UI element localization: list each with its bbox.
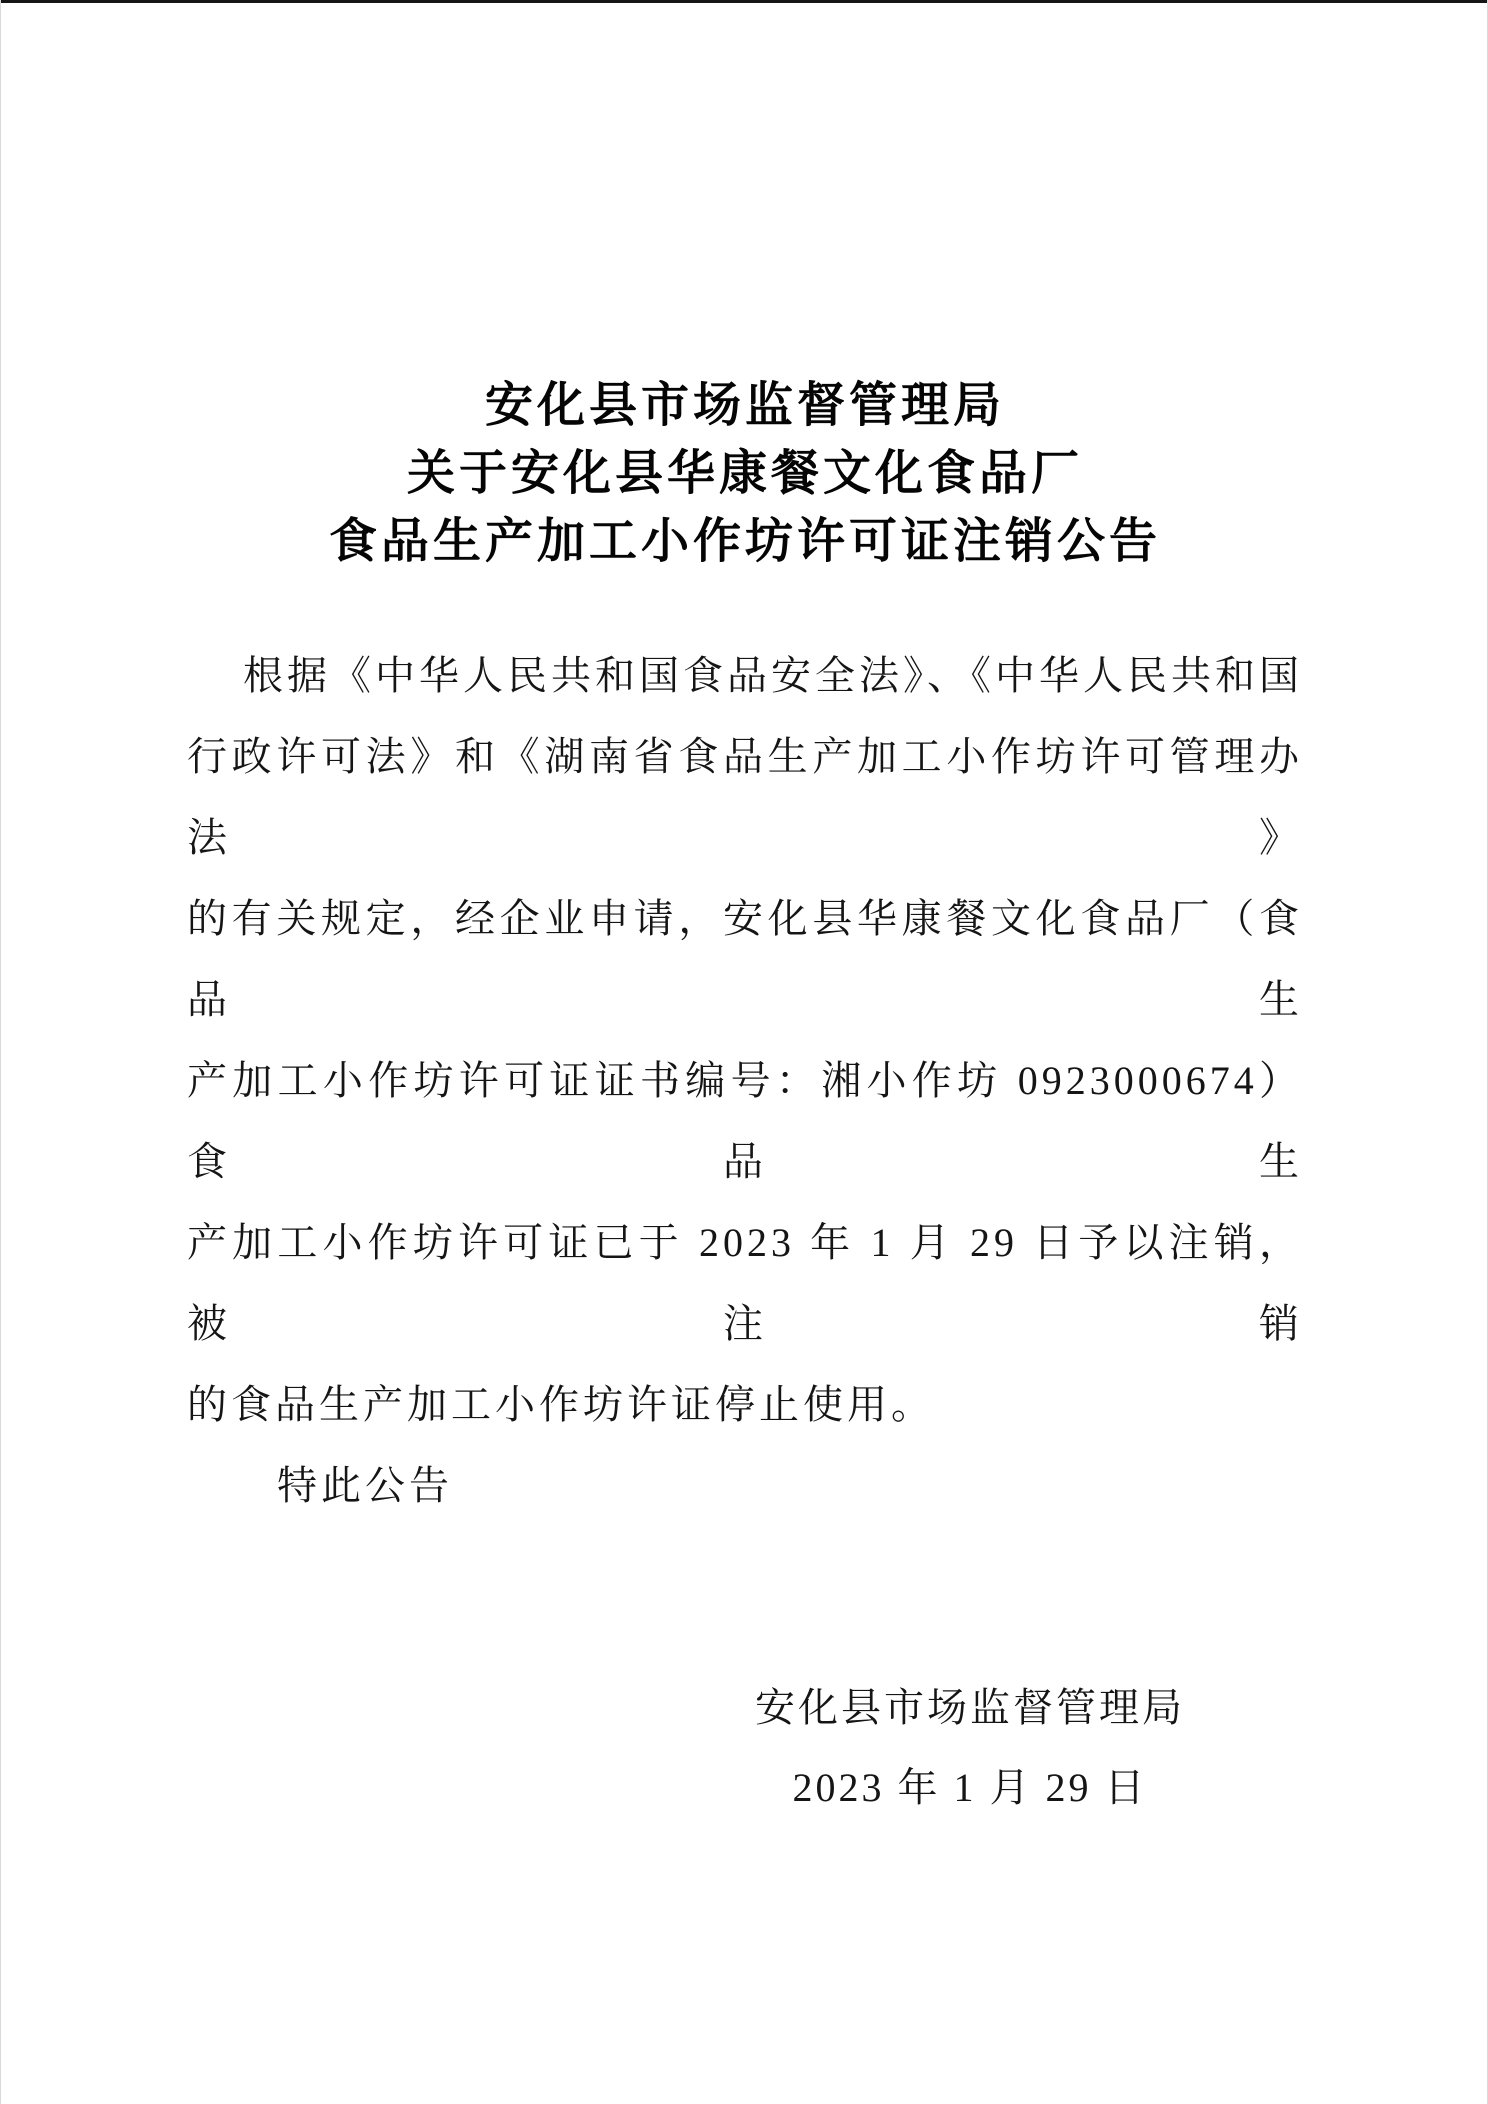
document-content [187, 0, 1303, 1828]
title-line-3: 食品生产加工小作坊许可证注销公告 [328, 515, 1161, 568]
body-line-5: 产加工小作坊许可证已于 2023 年 1 月 29 日予以注销，被注销 [187, 1220, 1303, 1346]
body-line-1: 根据《中华人民共和国食品安全法》、《中华人民共和国 [243, 653, 1303, 698]
title-line-2: 关于安化县华康餐文化食品厂 [406, 447, 1083, 500]
body-line-4: 产加工小作坊许可证证书编号：湘小作坊 0923000674）食品生 [187, 1058, 1303, 1184]
signature-org: 安化县市场监督管理局 [755, 1685, 1185, 1730]
closing-statement: 特此公告 [277, 1463, 453, 1508]
body-line-2: 行政许可法》和《湖南省食品生产加工小作坊许可管理办法》 [187, 734, 1303, 860]
document-body [187, 635, 1303, 1526]
signature-date: 2023 年 1 月 29 日 [792, 1765, 1148, 1810]
document-title [187, 372, 1303, 576]
body-line-3: 的有关规定，经企业申请，安化县华康餐文化食品厂（食品生 [187, 896, 1303, 1022]
signature-block [755, 1668, 1185, 1828]
body-line-6: 的食品生产加工小作坊许证停止使用。 [187, 1382, 935, 1427]
title-line-1: 安化县市场监督管理局 [484, 379, 1005, 432]
